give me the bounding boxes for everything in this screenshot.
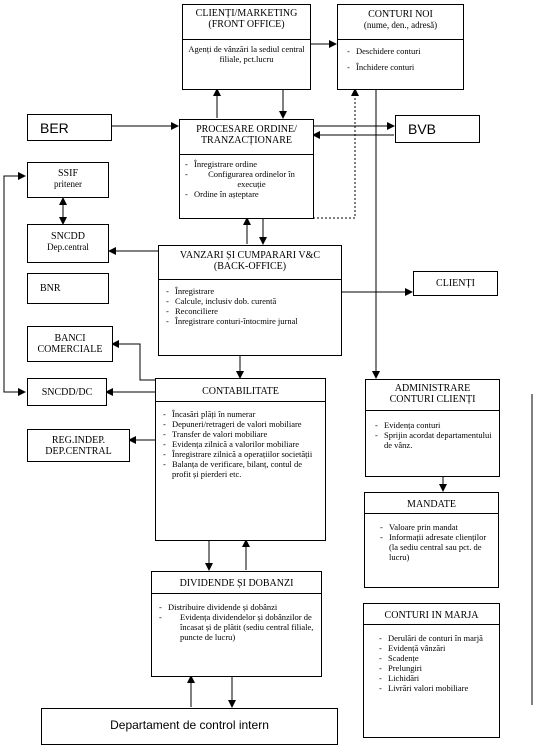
sncdd-central-title: SNCDD bbox=[51, 231, 85, 242]
administrare-item: - Evidența conturi bbox=[374, 420, 495, 430]
vanzari-item: - Calcule, inclusiv dob. curentă bbox=[165, 296, 337, 306]
mandate-item: - Valoare prin mandat bbox=[379, 522, 494, 532]
contabilitate-item: - Înregistrare zilnică a operațiilor societății bbox=[162, 449, 321, 459]
dotted-link-procesare-conturi-noi bbox=[313, 89, 355, 218]
clienti-marketing-box bbox=[182, 4, 311, 90]
ssif-box bbox=[27, 162, 109, 198]
bnr-box bbox=[27, 273, 109, 304]
mandate-item: - Informații adresate clienților (la sediu central sau pct. de lucru) bbox=[379, 532, 494, 562]
ber-box bbox=[27, 114, 112, 141]
reg-indep-label: REG.INDEP. DEP.CENTRAL bbox=[45, 435, 112, 457]
conturi-noi-title: CONTURI NOI bbox=[368, 9, 433, 20]
conturi-marja-item: - Derulări de conturi în marjă bbox=[378, 633, 495, 643]
contabilitate-item: - Balanța de verificare, bilanț, contul de profit și pierderi etc. bbox=[162, 459, 321, 479]
conturi-noi-box bbox=[337, 4, 464, 90]
clienti-marketing-title: CLIENȚI/MARKETING (FRONT OFFICE) bbox=[195, 8, 298, 30]
mandate-box bbox=[364, 492, 499, 588]
sncdd-central-subtitle: Dep.central bbox=[47, 242, 89, 252]
bvb-box bbox=[395, 115, 480, 143]
conturi-noi-item: - Deschidere conturi bbox=[346, 46, 459, 56]
dividende-item: - Evidența dividendelor și dobânzilor de încasat și de plătit (sediu central filiale, puncte de lucru) bbox=[158, 612, 317, 642]
procesare-item: - Ordine în așteptare bbox=[184, 189, 309, 199]
conturi-marja-item: - Lichidări bbox=[378, 673, 495, 683]
arrow-bracket-ssif bbox=[4, 176, 25, 392]
conturi-marja-item: - Scadențe bbox=[378, 653, 495, 663]
contabilitate-title: CONTABILITATE bbox=[202, 386, 279, 397]
contabilitate-item: - Încasări plăți în numerar bbox=[162, 409, 321, 419]
contabilitate-item: - Transfer de valori mobiliare bbox=[162, 429, 321, 439]
sncdd-dc-box bbox=[27, 378, 107, 406]
vanzari-back-office-box bbox=[158, 245, 342, 356]
clienti-label: CLIENȚI bbox=[436, 278, 475, 289]
bnr-label: BNR bbox=[40, 283, 61, 294]
arrow-bracket-sncdd-dc bbox=[4, 176, 25, 392]
clienti-marketing-body: Agenți de vânzări la sediul central filiale, pct.lucru bbox=[188, 44, 305, 64]
conturi-marja-item: - Livrări valori mobiliare bbox=[378, 683, 495, 693]
ssif-title: SSIF bbox=[57, 168, 78, 179]
procesare-item: - Configurarea ordinelor în execuție bbox=[184, 169, 309, 189]
mandate-title: MANDATE bbox=[407, 499, 456, 510]
ssif-subtitle: pritener bbox=[54, 179, 82, 189]
banci-comerciale-box bbox=[27, 326, 113, 362]
vanzari-item: - Înregistrare bbox=[165, 286, 337, 296]
banci-label: BANCI COMERCIALE bbox=[37, 333, 103, 355]
dividende-dobanzi-box bbox=[151, 571, 322, 677]
procesare-title: PROCESARE ORDINE/ TRANZACȚIONARE bbox=[196, 124, 297, 146]
vanzari-title: VANZARI ȘI CUMPARARI V&C (BACK-OFFICE) bbox=[179, 250, 321, 272]
contabilitate-item: - Depuneri/retrageri de valori mobiliare bbox=[162, 419, 321, 429]
administrare-conturi-box bbox=[365, 379, 500, 477]
clienti-box bbox=[413, 271, 498, 296]
administrare-item: - Sprijin acordat departamentului de vânz. bbox=[374, 430, 495, 450]
ber-label: BER bbox=[40, 120, 69, 136]
conturi-noi-subtitle: (nume, den., adresă) bbox=[363, 20, 438, 30]
bvb-label: BVB bbox=[408, 121, 437, 137]
contabilitate-box bbox=[155, 378, 326, 541]
vanzari-item: - Înregistrare conturi-întocmire jurnal bbox=[165, 316, 337, 326]
dividende-title: DIVIDENDE ȘI DOBANZI bbox=[179, 578, 294, 589]
conturi-marja-item: - Evidență vânzări bbox=[378, 643, 495, 653]
sncdd-central-box bbox=[27, 224, 109, 263]
conturi-marja-box bbox=[363, 603, 500, 738]
vanzari-item: - Reconciliere bbox=[165, 306, 337, 316]
administrare-title: ADMINISTRARE CONTURI CLIENȚI bbox=[389, 383, 476, 405]
conturi-marja-item: - Prelungiri bbox=[378, 663, 495, 673]
reg-indep-box bbox=[27, 429, 130, 462]
sncdd-dc-label: SNCDD/DC bbox=[41, 387, 93, 398]
contabilitate-item: - Evidența zilnică a valorilor mobiliare bbox=[162, 439, 321, 449]
procesare-item: - Înregistrare ordine bbox=[184, 159, 309, 169]
procesare-ordine-box bbox=[179, 119, 314, 219]
arrow-contabilitate-to-banci bbox=[112, 344, 156, 380]
control-intern-box bbox=[41, 708, 338, 745]
conturi-noi-item: - Închidere conturi bbox=[346, 62, 459, 72]
conturi-marja-title: CONTURI IN MARJA bbox=[384, 610, 479, 621]
control-intern-label: Departament de control intern bbox=[110, 718, 269, 732]
dividende-item: - Distribuire dividende și dobânzi bbox=[158, 602, 317, 612]
